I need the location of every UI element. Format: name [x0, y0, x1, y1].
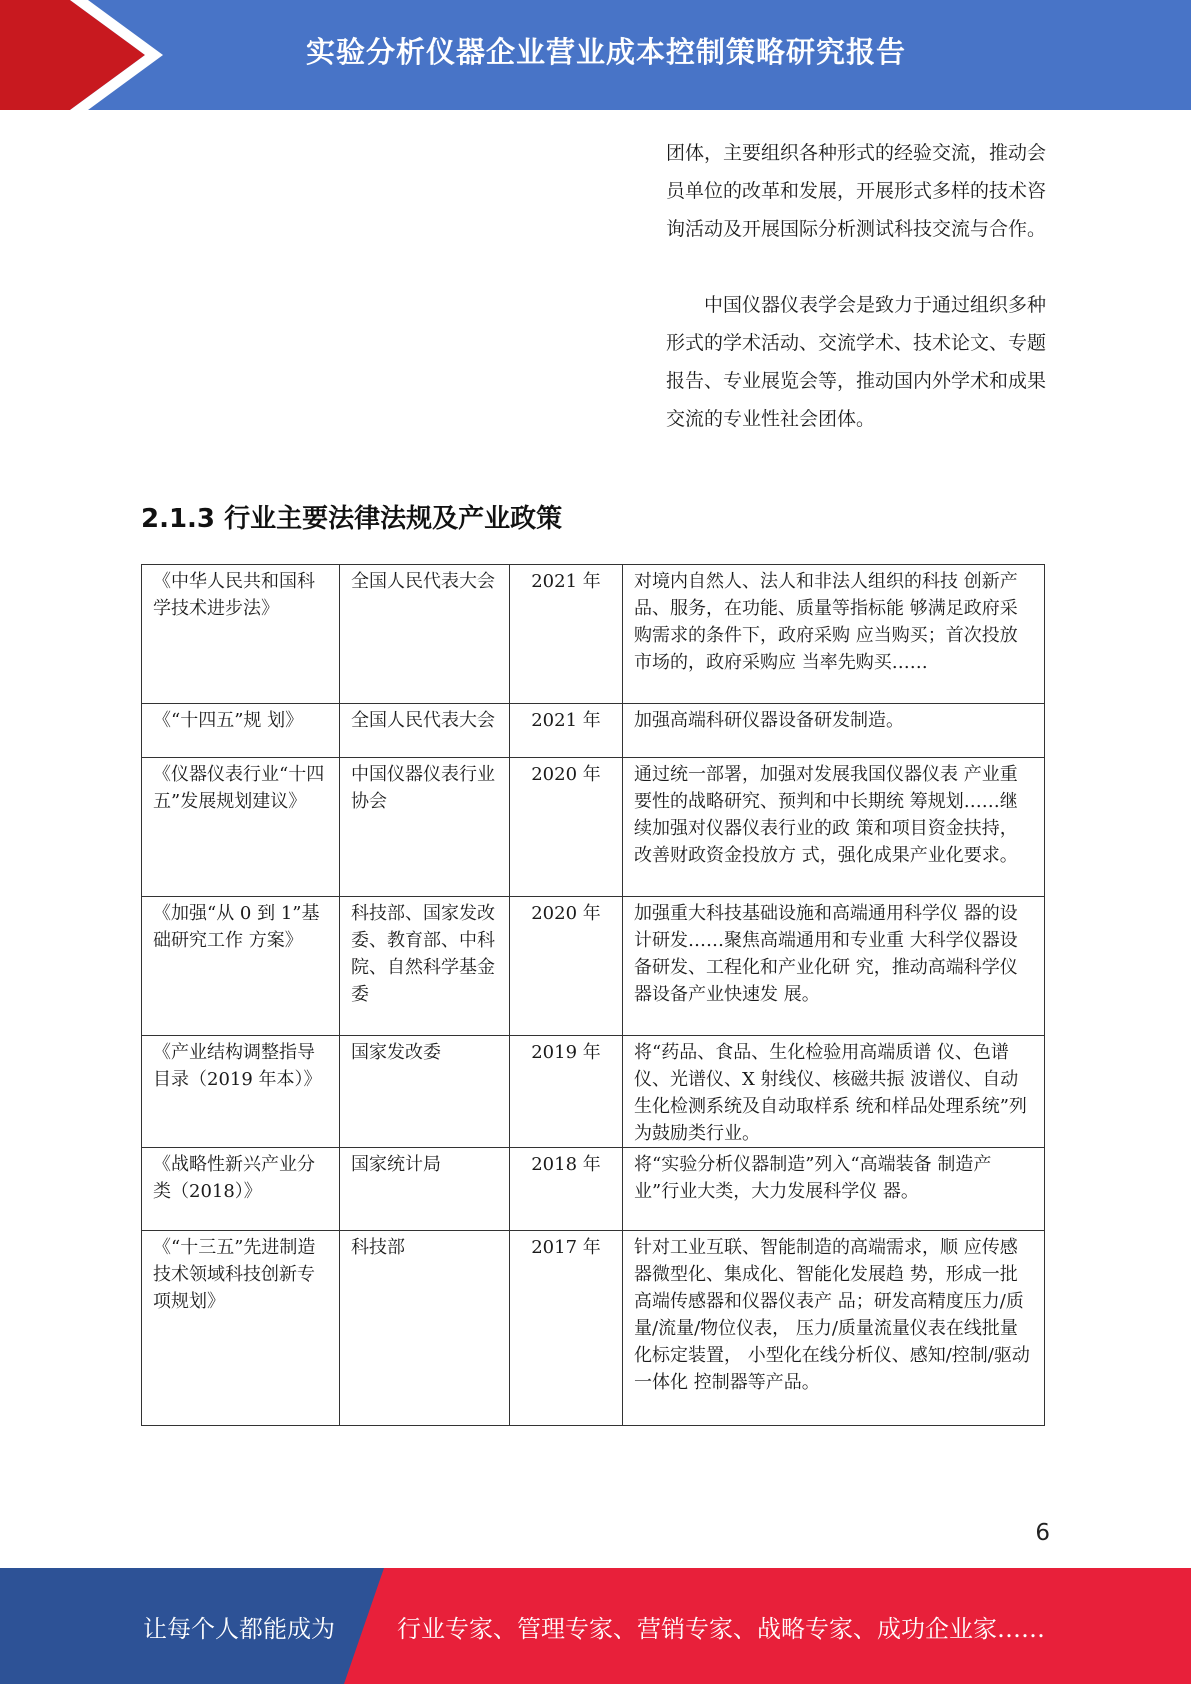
issuer-cell: 全国人民代表大会 [340, 565, 510, 704]
content-cell: 加强高端科研仪器设备研发制造。 [623, 704, 1045, 758]
year-cell: 2021 年 [510, 565, 623, 704]
policy-name-cell: 《加强“从 0 到 1”基础研究工作 方案》 [142, 897, 340, 1036]
issuer-cell: 全国人民代表大会 [340, 704, 510, 758]
table-row [142, 1231, 1045, 1426]
intro-paragraph: 团体，主要组织各种形式的经验交流，推动会员单位的改革和发展，开展形式多样的技术咨询活动及开展国际分析测试科技交流与合作。 [666, 142, 1047, 240]
page-number: 6 [1035, 1520, 1050, 1546]
intro-text [666, 134, 1046, 438]
report-title: 实验分析仪器企业营业成本控制策略研究报告 [305, 34, 906, 69]
table-row [142, 565, 1045, 704]
content-cell: 加强重大科技基础设施和高端通用科学仪 器的设计研发……聚焦高端通用和专业重 大科学仪器设备研发、工程化和产业化研 究，推动高端科学仪器设备产业快速发 展。 [623, 897, 1045, 1036]
content-cell: 将“药品、食品、生化检验用高端质谱 仪、色谱仪、光谱仪、X 射线仪、核磁共振 波谱仪、自动生化检测系统及自动取样系 统和样品处理系统”列为鼓励类行业。 [623, 1036, 1045, 1148]
content-cell: 通过统一部署，加强对发展我国仪器仪表 产业重要性的战略研究、预判和中长期统 筹规划……继续加强对仪器仪表行业的政 策和项目资金扶持，改善财政资金投放方 式，强化成果产业化要求。 [623, 758, 1045, 897]
year-cell: 2021 年 [510, 704, 623, 758]
policy-name-cell: 《“十三五”先进制造技术领域科技创新专项规划》 [142, 1231, 340, 1426]
year-cell: 2018 年 [510, 1148, 623, 1231]
intro-paragraph: 中国仪器仪表学会是致力于通过组织多种形式的学术活动、交流学术、技术论文、专题报告、专业展览会等，推动国内外学术和成果交流的专业性社会团体。 [666, 294, 1047, 430]
issuer-cell: 中国仪器仪表行业协会 [340, 758, 510, 897]
year-cell: 2019 年 [510, 1036, 623, 1148]
policy-name-cell: 《仪器仪表行业“十四五”发展规划建议》 [142, 758, 340, 897]
content-cell: 针对工业互联、智能制造的高端需求，顺 应传感器微型化、集成化、智能化发展趋 势，形成一批高端传感器和仪器仪表产 品；研发高精度压力/质量/流量/物位仪表， 压力/质量流量仪表在线批量化标定装置， 小型化在线分析仪、感知/控制/驱动一体化 控制器等产品。 [623, 1231, 1045, 1426]
year-cell: 2020 年 [510, 897, 623, 1036]
content-cell: 对境内自然人、法人和非法人组织的科技 创新产品、服务，在功能、质量等指标能 够满足政府采购需求的条件下，政府采购 应当购买；首次投放市场的，政府采购应 当率先购买…… [623, 565, 1045, 704]
year-cell: 2020 年 [510, 758, 623, 897]
footer-slogan-right: 行业专家、管理专家、营销专家、战略专家、成功企业家…… [397, 1614, 1045, 1643]
policy-name-cell: 《战略性新兴产业分类（2018）》 [142, 1148, 340, 1231]
section-heading: 2.1.3 行业主要法律法规及产业政策 [141, 504, 563, 534]
policy-name-cell: 《产业结构调整指导目录（2019 年本）》 [142, 1036, 340, 1148]
table-row [142, 704, 1045, 758]
footer-banner [0, 1568, 1191, 1684]
issuer-cell: 科技部、国家发改委、教育部、中科院、自然科学基金委 [340, 897, 510, 1036]
header-banner [0, 0, 1191, 110]
table-row [142, 1148, 1045, 1231]
table-row [142, 1036, 1045, 1148]
content-cell: 将“实验分析仪器制造”列入“高端装备 制造产业”行业大类，大力发展科学仪 器。 [623, 1148, 1045, 1231]
issuer-cell: 国家发改委 [340, 1036, 510, 1148]
footer-slogan-left: 让每个人都能成为 [143, 1614, 335, 1643]
policy-name-cell: 《中华人民共和国科学技术进步法》 [142, 565, 340, 704]
table-row [142, 897, 1045, 1036]
table-row [142, 758, 1045, 897]
policy-table [141, 564, 1045, 1426]
year-cell: 2017 年 [510, 1231, 623, 1426]
policy-name-cell: 《“十四五”规 划》 [142, 704, 340, 758]
issuer-cell: 科技部 [340, 1231, 510, 1426]
issuer-cell: 国家统计局 [340, 1148, 510, 1231]
